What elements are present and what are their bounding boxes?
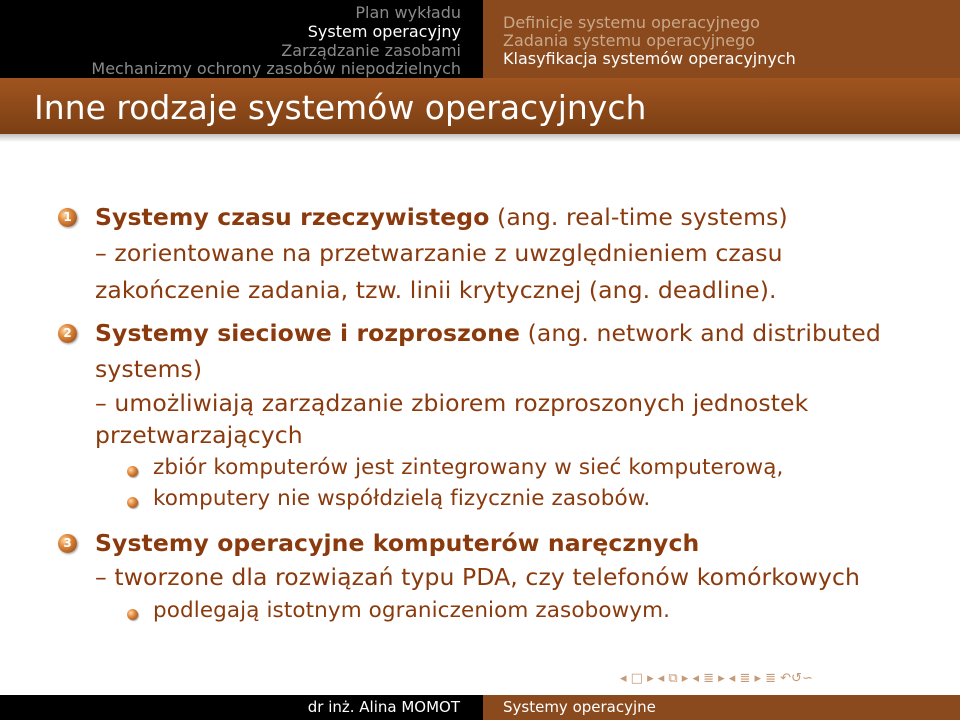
subsection-nav	[483, 0, 960, 78]
item-heading-rest: (ang. network and distributed	[520, 319, 881, 347]
frame-title-bar	[0, 78, 960, 134]
nav-section-system[interactable]: System operacyjny	[307, 22, 461, 41]
item-heading	[95, 319, 881, 347]
nav-section-protection[interactable]: Mechanizmy ochrony zasobów niepodzielnych	[91, 59, 461, 78]
sub-bullet-icon	[127, 466, 138, 477]
nav-section-plan[interactable]: Plan wykładu	[355, 3, 461, 22]
item-heading-bold: Systemy sieciowe i rozproszone	[95, 319, 521, 347]
nav-subsection-definitions[interactable]: Definicje systemu operacyjnego	[503, 13, 760, 32]
footer-author: dr inż. Alina MOMOT	[307, 698, 460, 716]
sub-bullet-icon	[127, 609, 138, 620]
item-heading-bold: Systemy operacyjne komputerów naręcznych	[95, 529, 700, 557]
title-shadow	[0, 134, 960, 142]
sub-item: zbiór komputerów jest zintegrowany w sieć komputerową,	[153, 455, 784, 480]
item-number-badge: 1	[58, 208, 77, 227]
item-description: – umożliwiają zarządzanie zbiorem rozproszonych jednostek	[95, 389, 809, 417]
nav-subsection-classification[interactable]: Klasyfikacja systemów operacyjnych	[503, 49, 796, 68]
item-description: zakończenie zadania, tzw. linii krytycznej (ang. deadline).	[95, 276, 777, 304]
item-heading	[95, 203, 788, 231]
item-heading	[95, 529, 699, 557]
item-description: przetwarzających	[95, 421, 303, 449]
footer-author-box	[0, 695, 483, 720]
sub-item: komputery nie współdzielą fizycznie zasobów.	[153, 486, 651, 511]
item-description: – tworzone dla rozwiązań typu PDA, czy telefonów komórkowych	[95, 563, 860, 591]
sub-item: podlegają istotnym ograniczeniom zasobowym.	[153, 598, 671, 623]
beamer-navigation-icons[interactable]: ◂ □ ▸ ◂ ⧉ ▸ ◂ ≣ ▸ ◂ ≣ ▸ ≣ ↶↺∽	[620, 671, 813, 686]
section-nav	[0, 0, 483, 78]
item-number-badge: 3	[58, 534, 77, 553]
footer	[0, 695, 960, 720]
footer-title: Systemy operacyjne	[503, 698, 656, 716]
frame-title: Inne rodzaje systemów operacyjnych	[34, 88, 647, 127]
nav-subsection-tasks[interactable]: Zadania systemu operacyjnego	[503, 31, 756, 50]
item-heading-rest: (ang. real-time systems)	[489, 203, 788, 231]
item-heading-bold: Systemy czasu rzeczywistego	[95, 203, 490, 231]
sub-bullet-icon	[127, 497, 138, 508]
footer-title-box	[483, 695, 960, 720]
top-navigation	[0, 0, 960, 78]
item-number-badge: 2	[58, 324, 77, 343]
item-description: – zorientowane na przetwarzanie z uwzględnieniem czasu	[95, 239, 783, 267]
nav-section-resources[interactable]: Zarządzanie zasobami	[281, 41, 461, 60]
item-heading-continuation: systems)	[95, 355, 203, 383]
